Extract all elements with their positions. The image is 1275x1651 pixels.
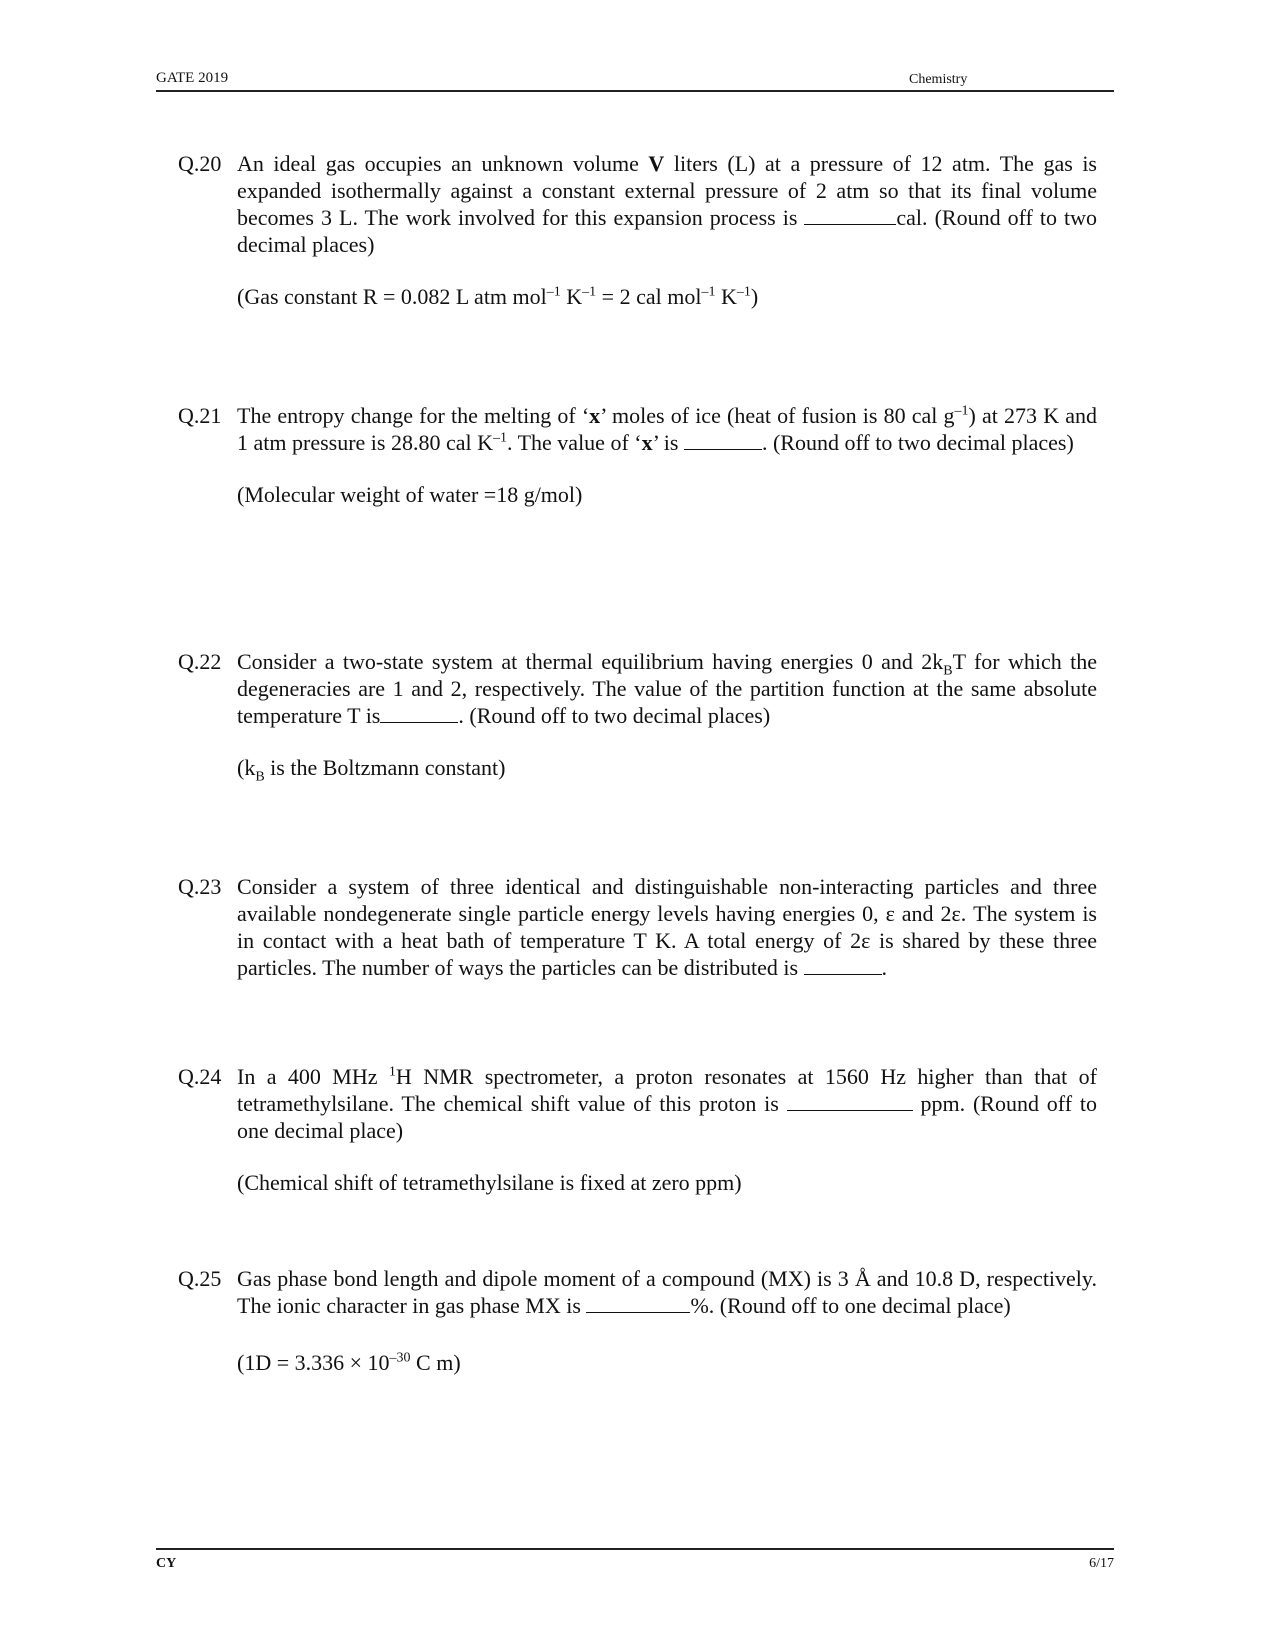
question-number: Q.20	[178, 151, 222, 176]
question-23	[178, 873, 1098, 981]
question-21	[178, 402, 1098, 508]
question-number: Q.24	[178, 1064, 222, 1089]
question-text: Consider a two-state system at thermal equilibrium having energies 0 and $2k_BT$ for which the degeneracies are 1 and 2, respectively. The value of the partition function at the same absolute temperature T is . (Round off to two decimal places)	[237, 649, 1098, 728]
page-header	[156, 68, 1114, 92]
answer-blank[interactable]	[787, 1092, 913, 1111]
question-20	[178, 150, 1098, 310]
question-number: Q.21	[178, 403, 222, 428]
question-note: (Chemical shift of tetramethylsilane is fixed at zero ppm)	[237, 1170, 742, 1195]
answer-blank[interactable]	[586, 1294, 690, 1313]
page-footer	[156, 1548, 1114, 1574]
question-24	[178, 1063, 1098, 1196]
subject-title: Chemistry	[909, 72, 968, 87]
question-note: (Molecular weight of water =18 g/mol)	[237, 482, 583, 507]
answer-blank[interactable]	[804, 206, 896, 225]
answer-blank[interactable]	[380, 704, 458, 723]
question-text: An ideal gas occupies an unknown volume V liters (L) at a pressure of 12 atm. The gas is expanded isothermally against a constant external pressure of 2 atm so that its final volume becomes 3 L. The work involved for this expansion process is cal. (Round off to two decimal places)	[237, 151, 1097, 257]
question-number: Q.23	[178, 874, 222, 899]
question-text: The entropy change for the melting of ‘x’ moles of ice (heat of fusion is 80 cal $g^{-1}$) at 273 K and 1 atm pressure is 28.80 cal $K^{-1}$. The value of ‘x’ is . (Round off to two decimal places)	[237, 403, 1097, 455]
question-number: Q.22	[178, 649, 222, 674]
question-note: ($k_B$ is the Boltzmann constant)	[237, 755, 506, 785]
answer-blank[interactable]	[804, 956, 882, 975]
page-number: 6/17	[1089, 1556, 1114, 1571]
question-text: Gas phase bond length and dipole moment of a compound (MX) is 3 Å and 10.8 D, respectively. The ionic character in gas phase MX is %. (Round off to one decimal place)	[237, 1266, 1097, 1318]
paper-code: CY	[156, 1556, 177, 1571]
question-text: In a 400 MHz $^1$H NMR spectrometer, a proton resonates at 1560 Hz higher than that of tetramethylsilane. The chemical shift value of this proton is ppm. (Round off to one decimal place)	[237, 1064, 1097, 1143]
question-note: (Gas constant R = 0.082 L atm mol$^{-1}$ $K^{-1} = 2$ cal mol$^{-1}$ $K^{-1}$)	[237, 284, 759, 309]
exam-title: GATE 2019	[156, 70, 229, 86]
question-number: Q.25	[178, 1266, 222, 1291]
question-text: Consider a system of three identical and distinguishable non-interacting particles and three available nondegenerate single particle energy levels having energies 0, ε and 2ε. The system is in contact with a heat bath of temperature T K. A total energy of 2ε is shared by these three particles. The number of ways the particles can be distributed is .	[237, 874, 1097, 980]
question-25	[178, 1265, 1098, 1376]
question-22	[178, 648, 1098, 785]
answer-blank[interactable]	[684, 431, 762, 450]
question-note: ($1D = 3.336 \times 10^{-30}$ C m)	[237, 1350, 461, 1375]
